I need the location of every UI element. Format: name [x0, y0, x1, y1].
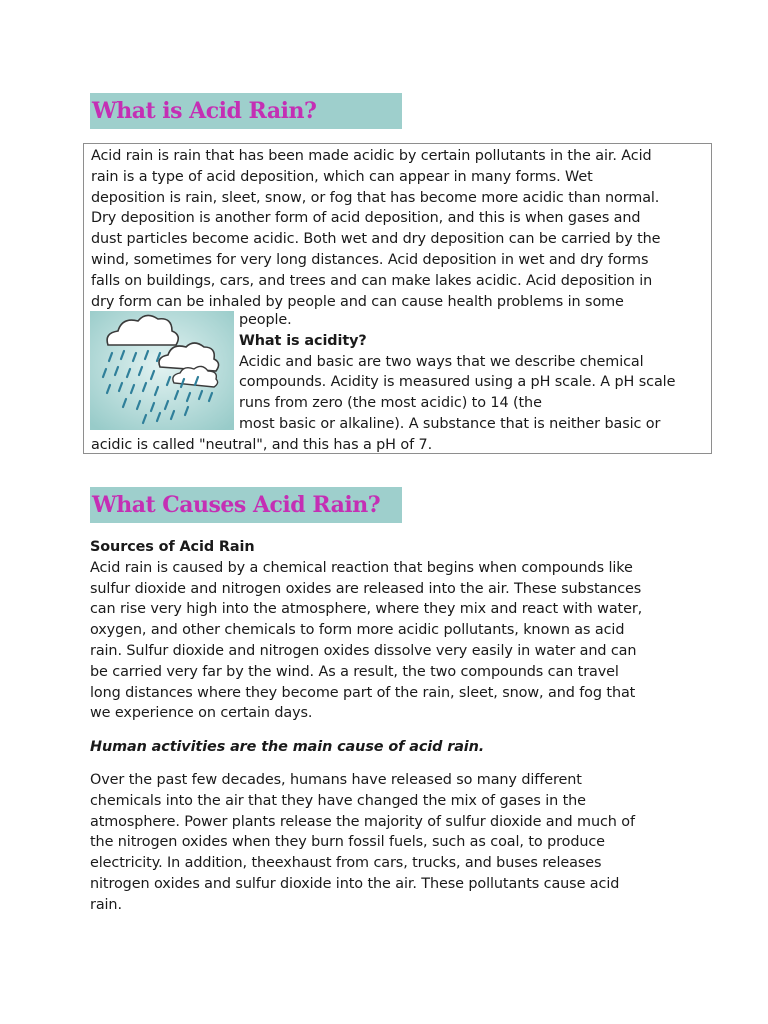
- sources-heading: Sources of Acid Rain: [90, 539, 255, 555]
- text-line: rain.: [90, 896, 122, 913]
- text-line: Over the past few decades, humans have released so many different: [90, 772, 582, 788]
- text-line: people.: [239, 312, 292, 328]
- section-heading-what-causes-acid-rain: What Causes Acid Rain?: [90, 487, 402, 523]
- text-line: Dry deposition is another form of acid deposition, and this is when gases and: [91, 210, 641, 227]
- definition-paragraph: [91, 146, 660, 312]
- text-line: be carried very far by the wind. As a result, the two compounds can travel: [90, 663, 619, 680]
- text-line: atmosphere. Power plants release the majority of sulfur dioxide and much of: [90, 813, 635, 830]
- acidity-heading: What is acidity?: [239, 332, 367, 349]
- text-line: nitrogen oxides and sulfur dioxide into the air. These pollutants cause acid: [90, 875, 620, 892]
- text-line: Acid rain is rain that has been made acidic by certain pollutants in the air. Acid: [91, 148, 652, 164]
- text-line: runs from zero (the most acidic) to 14 (the: [239, 395, 542, 412]
- text-line: oxygen, and other chemicals to form more acidic pollutants, known as acid: [90, 622, 625, 639]
- text-line: most basic or alkaline). A substance that is neither basic or: [239, 415, 661, 432]
- text-line: dry form can be inhaled by people and can cause health problems in some: [91, 293, 624, 310]
- text-line: rain is a type of acid deposition, which can appear in many forms. Wet: [91, 168, 593, 185]
- text-line: compounds. Acidity is measured using a pH scale. A pH scale: [239, 374, 676, 391]
- text-line: wind, sometimes for very long distances. Acid deposition in wet and dry forms: [91, 251, 649, 268]
- text-line: sulfur dioxide and nitrogen oxides are released into the air. These substances: [90, 580, 642, 597]
- text-line: falls on buildings, cars, and trees and can make lakes acidic. Acid deposition in: [91, 272, 653, 289]
- text-line: Acidic and basic are two ways that we describe chemical: [239, 353, 644, 370]
- text-line: long distances where they become part of the rain, sleet, snow, and fog that: [90, 684, 636, 701]
- rain-cloud-icon: [90, 311, 234, 430]
- text-line: electricity. In addition, theexhaust from cars, trucks, and buses releases: [90, 855, 602, 872]
- text-line: rain. Sulfur dioxide and nitrogen oxides dissolve very easily in water and can: [90, 642, 637, 659]
- human-activities-statement: Human activities are the main cause of acid rain.: [90, 739, 485, 755]
- text-line: we experience on certain days.: [90, 705, 313, 722]
- text-line: acidic is called "neutral", and this has a pH of 7.: [91, 437, 433, 453]
- text-line: chemicals into the air that they have changed the mix of gases in the: [90, 792, 586, 809]
- text-line: deposition is rain, sleet, snow, or fog that has become more acidic than normal.: [91, 189, 660, 206]
- text-line: dust particles become acidic. Both wet and dry deposition can be carried by the: [91, 231, 661, 248]
- human-causes-paragraph: [90, 770, 635, 916]
- acidity-block: [239, 310, 675, 435]
- sources-section: [90, 537, 642, 724]
- text-line: Acid rain is caused by a chemical reaction that begins when compounds like: [90, 559, 633, 576]
- text-line: the nitrogen oxides when they burn fossil fuels, such as coal, to produce: [90, 834, 605, 851]
- section-heading-what-is-acid-rain: What is Acid Rain?: [90, 93, 402, 129]
- text-line: can rise very high into the atmosphere, where they mix and react with water,: [90, 601, 643, 618]
